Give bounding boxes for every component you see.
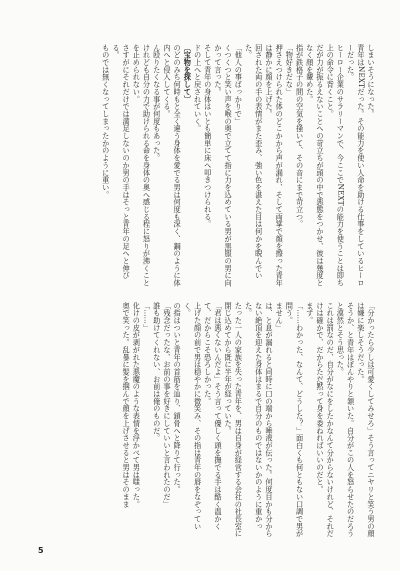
text-line: 「物好きだな」 [285, 44, 295, 96]
text-line: ドの上へと戻されていく。 [193, 44, 203, 133]
lower-text-block [20, 302, 376, 540]
text-line: 回された両の手の表情がまた歪み、強い色を湛えた目は何かを睨んでいた。 [244, 44, 264, 280]
text-line: けれども自分の力で助けられる命を身体の奥へ感じる程に怒りが沸くことを止められない。 [132, 44, 152, 287]
text-line: 上げた顔の前で男は穏やかに微笑み、その指は青年の唇をなぞっていく。 [183, 302, 203, 530]
text-line: そして青年の身体はいとも簡単に床へ叩きつけられる。 [203, 44, 213, 228]
text-line: 「他人の事ばっかりで」 [234, 44, 244, 125]
text-line: 誰も助けてくれない、お前は俺のものだ。 [152, 302, 162, 442]
text-line: しまいそうになった。 [367, 44, 376, 118]
text-line: 「分かったら少しは可愛くしてみせろ」そう言ってニヤリと笑う男の顔は嫌に楽しそうだった。 [356, 302, 376, 538]
text-line: 押さえつけられた体のどこかから声が漏れ、そして両掌で顔を擦った青年は静かに顔を上げた。 [264, 44, 285, 287]
text-line: ん殴りたくなる事が何度もあった。 [152, 44, 162, 162]
text-line: さすがにそれだけでは満足しないのか男の手はそっと青年の足へと伸びる。 [111, 44, 132, 280]
text-line: ヒーロー企業のサラリーマンで、今ここでNEXTの能力を使うことは即ち上の命令に背くこと。 [326, 44, 346, 287]
text-line: 奥で笑った。乱暴に髪を掴んで顔を上げさせると男はそのまま [122, 302, 132, 508]
text-line: まず。 [305, 302, 315, 325]
text-line: の指はついと青年の首筋を辿り、鎖骨へと降りて行った。 [173, 302, 183, 494]
text-line: ものでは無くなってしまったかのように重い。 [101, 44, 111, 199]
text-line: ません」 [275, 302, 285, 332]
text-line: 「残念だったな、お前の事を好きにしていいと言われたのだ」 [162, 302, 172, 508]
text-line: 化けの皮が剥がれた悪魔のような表情を浮かべて男は嗤った。 [132, 302, 142, 508]
upper-text-block [20, 44, 376, 287]
text-line: 青年はNEXTだった。その能力を使い人命を助ける仕事をしているヒーローだった。 [346, 44, 366, 287]
text-line: これは罰なのだ、自分がなにをしたかなんて分からないけれど、それだけは確かで、だからただ黙って身を委ねればいいのだと。 [315, 302, 336, 538]
text-line: そうか、と青年はぼんやりと頷いた。自分がこの人を怒らせたのだろうと漠然とそう思った。 [336, 302, 356, 538]
text-line: 「……」 [142, 302, 152, 332]
text-line: のどのみち何時もと全く違う身体を愛でる男は何度も深く、鋼のように体内へと侵入してくる。 [162, 44, 183, 287]
text-line: 〔宝物を探して〕 [183, 44, 193, 103]
page-number: 5 [38, 546, 44, 555]
text-line: 「君は悪くないんだよ」そう言って優しく頭を撫でる手は酷く温かくて、だからこそ恐ろしかった。 [203, 302, 223, 530]
text-line: 指が鉄格子の間の空気を掻いて、その音にまで苛立つ。 [295, 44, 305, 228]
text-line: たった一人の家族を失った青年を、男は自身が経営する会社の社長室に閉じ込めてから既に半年が経っていた。 [224, 302, 244, 538]
text-line: だが力が振るえないことへの苛立ちが頭の中で悪態をつかせ、彼は幾度となく顔を顰めた。 [305, 44, 325, 287]
text-line: は、と息が漏れると同時に口の端から唾液が伝った。何度目かも分からない絶頂を迎えた身体はまるで自分のものではないかのように重かった。 [244, 302, 274, 538]
text-line: 「……わかった、なんて、どうした？」面白くも何ともない口調で男が問う。 [285, 302, 305, 538]
text-line: くつくつと笑い声を喉の奥で立てて指に力を込めている男が黒服の男に向かって言った。 [213, 44, 234, 287]
